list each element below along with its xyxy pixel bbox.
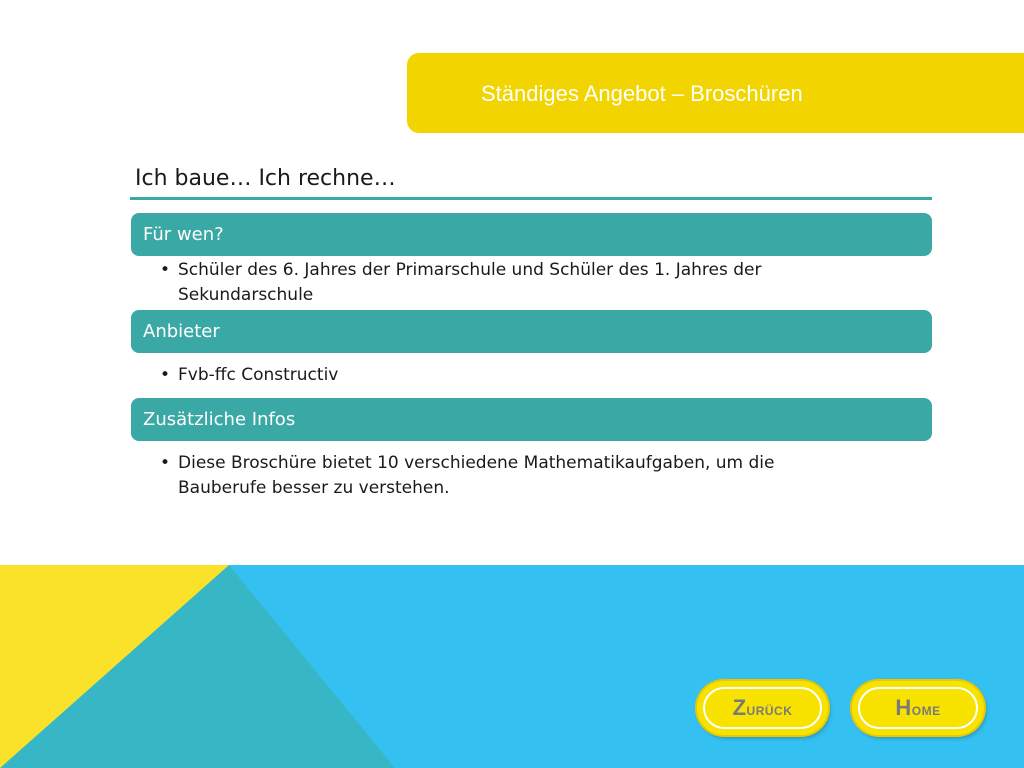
bullet-text: Fvb-ffc Constructiv	[178, 365, 339, 385]
bullet-target-group	[160, 258, 850, 308]
bullet-text: Diese Broschüre bietet 10 verschiedene Mathematikaufgaben, um die Bauberufe besser zu verstehen.	[178, 453, 775, 498]
header-banner	[407, 53, 1024, 133]
home-button[interactable]	[852, 681, 984, 735]
back-button-label	[733, 695, 793, 721]
back-button[interactable]	[697, 681, 828, 735]
bullet-dot: •	[160, 453, 171, 473]
page-title: Ständiges Angebot – Broschüren	[481, 81, 803, 106]
section-heading-provider: Anbieter	[131, 310, 932, 353]
bullet-dot: •	[160, 365, 171, 385]
home-label-rest: ome	[911, 700, 941, 719]
title-underline	[130, 197, 932, 200]
back-label-initial: Z	[732, 695, 747, 720]
bullet-provider	[160, 363, 850, 388]
section-heading-additional-info: Zusätzliche Infos	[131, 398, 932, 441]
home-label-initial: H	[895, 695, 912, 720]
bullet-text: Schüler des 6. Jahres der Primarschule und Schüler des 1. Jahres der Sekundarschule	[178, 260, 762, 305]
brochure-title: Ich baue… Ich rechne…	[135, 166, 396, 191]
footer-decoration	[0, 565, 1024, 768]
bullet-dot: •	[160, 260, 171, 280]
back-label-rest: urück	[746, 700, 793, 719]
bullet-additional-info	[160, 451, 850, 501]
section-heading-target-group: Für wen?	[131, 213, 932, 256]
home-button-label	[895, 695, 940, 721]
